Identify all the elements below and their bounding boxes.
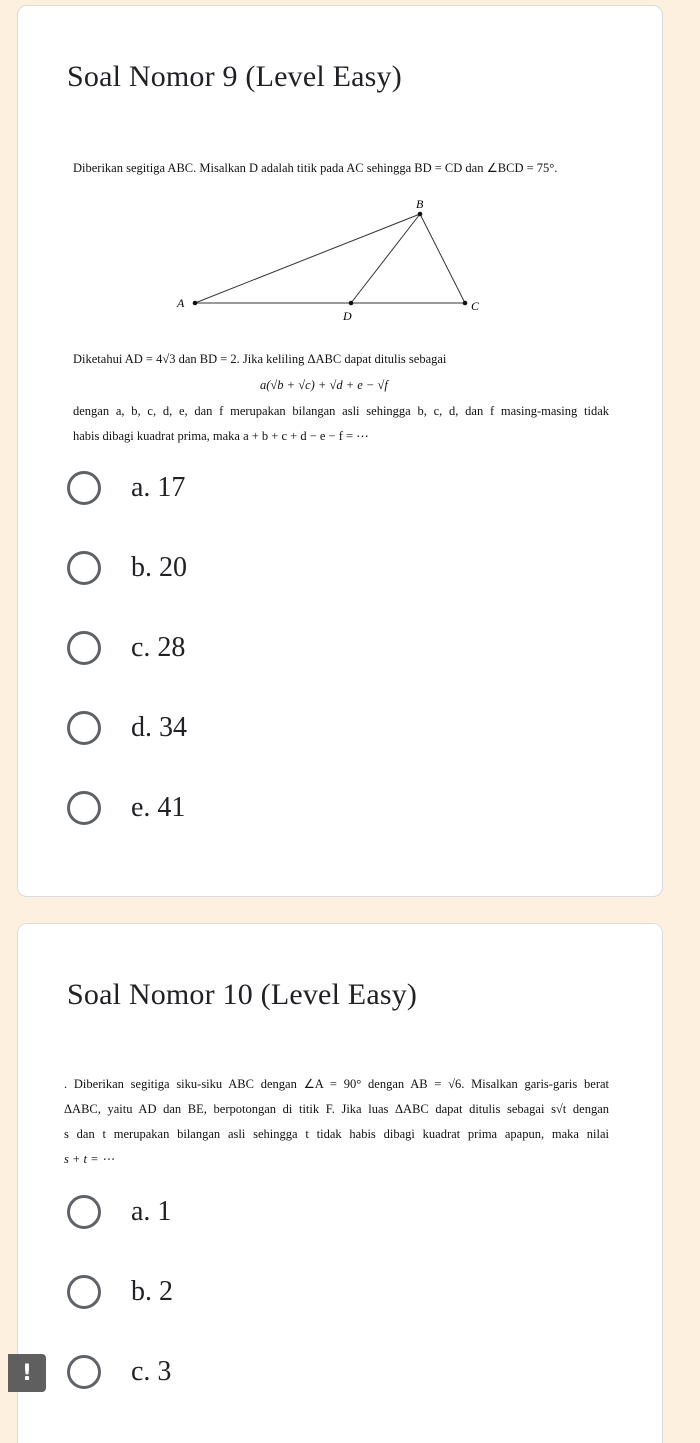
option-label: a. 17 (131, 472, 186, 503)
triangle-figure (73, 192, 613, 322)
option-b[interactable] (67, 1270, 367, 1314)
radio-button[interactable] (67, 1195, 101, 1229)
radio-button[interactable] (67, 791, 101, 825)
radio-button[interactable] (67, 551, 101, 585)
option-label: b. 20 (131, 552, 187, 583)
question-text-line: ΔABC, yaitu AD dan BE, berpotongan di titik F. Jika luas ΔABC dapat ditulis sebagai s√t dengan (64, 1102, 609, 1116)
label-b: B (416, 197, 424, 211)
option-a[interactable] (67, 1190, 367, 1234)
question-text-line: . Diberikan segitiga siku-siku ABC dengan ∠A = 90° dengan AB = √6. Misalkan garis-garis berat (64, 1077, 609, 1091)
radio-button[interactable] (67, 1355, 101, 1389)
question-title: Soal Nomor 10 (Level Easy) (67, 978, 418, 1011)
option-label: e. 41 (131, 792, 186, 823)
radio-button[interactable] (67, 711, 101, 745)
question-text-line: s + t = ⋯ (64, 1152, 115, 1166)
option-c[interactable] (67, 626, 367, 670)
question-text-line: Diberikan segitiga ABC. Misalkan D adalah titik pada AC sehingga BD = CD dan ∠BCD = 75°. (73, 161, 558, 175)
option-label: a. 1 (131, 1196, 172, 1227)
label-d: D (343, 309, 352, 322)
question-text-line: dengan a, b, c, d, e, dan f merupakan bilangan asli sehingga b, c, d, dan f masing-masing tidak (73, 404, 609, 418)
option-b[interactable] (67, 546, 367, 590)
question-text-line: s dan t merupakan bilangan asli sehingga t tidak habis dibagi kuadrat prima apapun, maka nilai (64, 1127, 609, 1141)
radio-button[interactable] (67, 1275, 101, 1309)
label-c: C (471, 299, 480, 313)
option-label: c. 28 (131, 632, 186, 663)
option-label: d. 34 (131, 712, 187, 743)
option-e[interactable] (67, 786, 367, 830)
radio-button[interactable] (67, 471, 101, 505)
option-a[interactable] (67, 466, 367, 510)
question-text-line: habis dibagi kuadrat prima, maka a + b + c + d − e − f = ⋯ (73, 429, 369, 443)
option-d[interactable] (67, 706, 367, 750)
question-text-line: Diketahui AD = 4√3 dan BD = 2. Jika keliling ΔABC dapat ditulis sebagai (73, 352, 447, 366)
question-card-9 (17, 5, 663, 897)
question-card-10 (17, 923, 663, 1443)
option-label: c. 3 (131, 1356, 172, 1387)
report-flag-icon[interactable]: ! (8, 1354, 46, 1392)
question-image (64, 1076, 609, 1176)
formula: a(√b + √c) + √d + e − √f (260, 378, 388, 392)
option-c[interactable] (67, 1350, 367, 1394)
option-label: b. 2 (131, 1276, 173, 1307)
question-image (73, 160, 613, 450)
label-a: A (177, 296, 185, 310)
radio-button[interactable] (67, 631, 101, 665)
question-title: Soal Nomor 9 (Level Easy) (67, 60, 402, 93)
